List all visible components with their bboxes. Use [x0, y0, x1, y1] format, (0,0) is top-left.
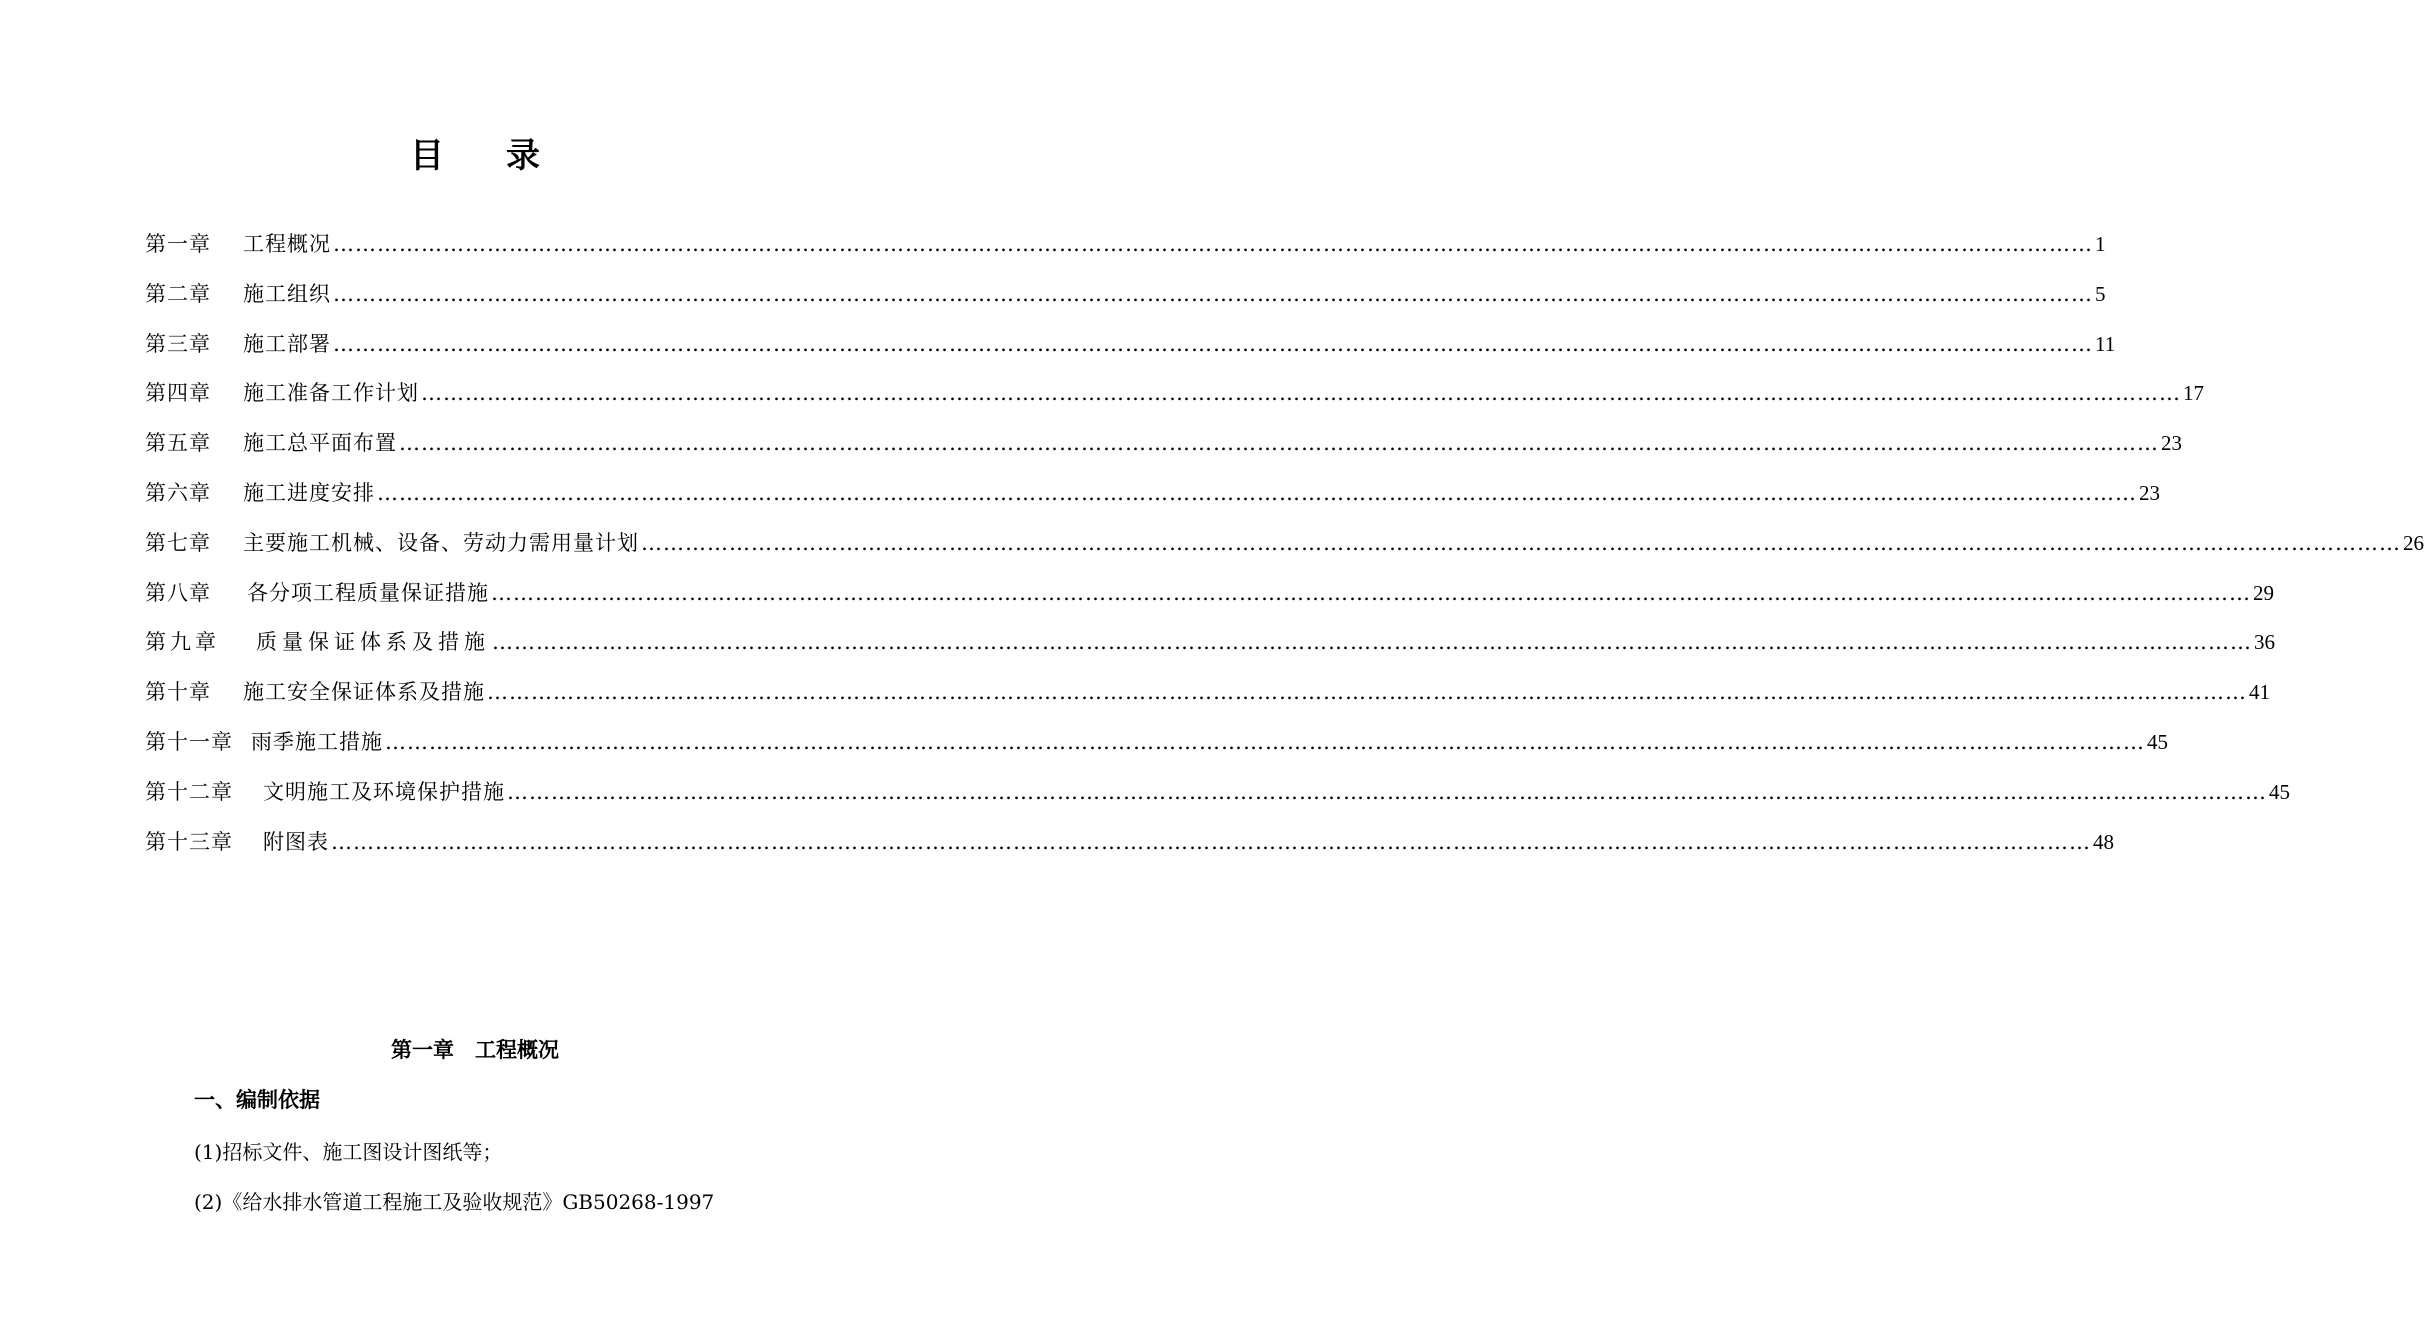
toc-entry-leader: …………………………………………………………………………………………………………………………………………………………………………………………………………………… [421, 381, 2181, 406]
toc-entry-chapter: 第十三章 [145, 829, 233, 854]
basis-item-2: (2)《给水排水管道工程施工及验收规范》GB50268-1997 [194, 1190, 715, 1214]
toc-entry-name: 文明施工及环境保护措施 [263, 779, 505, 804]
toc-entry[interactable] [145, 826, 2114, 876]
toc-entry[interactable] [145, 577, 2274, 627]
toc-entry-chapter: 第十一章 [145, 729, 233, 754]
toc-entry-name: 施工总平面布置 [243, 431, 397, 456]
section-heading: 一、编制依据 [194, 1088, 320, 1112]
toc-entry-leader: …………………………………………………………………………………………………………………………………………………………………………………………………………………… [399, 431, 2159, 456]
toc-entry-page: 45 [2147, 729, 2168, 754]
toc-entry-name: 施工进度安排 [243, 480, 375, 505]
toc-entry-page: 45 [2269, 779, 2290, 804]
toc-entry-leader: …………………………………………………………………………………………………………………………………………………………………………………………………………………… [333, 331, 2093, 356]
toc-entry-name: 施工准备工作计划 [243, 381, 419, 406]
toc-entry-name: 施工部署 [243, 331, 331, 356]
toc-entry-chapter: 第三章 [145, 331, 211, 356]
toc-entry[interactable] [145, 477, 2160, 527]
toc-entry-leader: …………………………………………………………………………………………………………………………………………………………………………………………………………………… [385, 729, 2145, 754]
toc-entry[interactable] [145, 427, 2182, 477]
toc-entry[interactable] [145, 527, 2424, 577]
toc-entry-page: 36 [2254, 630, 2275, 655]
toc-entry-page: 1 [2095, 232, 2106, 256]
toc-entry[interactable] [145, 776, 2290, 826]
toc-entry-page: 11 [2095, 331, 2116, 356]
toc-entry-chapter: 第七章 [145, 530, 211, 555]
toc-entry-chapter: 第六章 [145, 480, 211, 505]
toc-entry-chapter: 第四章 [145, 381, 211, 406]
basis-item-1: (1)招标文件、施工图设计图纸等； [194, 1140, 503, 1164]
toc-entry-page: 17 [2183, 381, 2204, 406]
toc-entry-page: 41 [2249, 680, 2270, 705]
toc-entry-name: 雨季施工措施 [251, 729, 383, 754]
toc-entry-page: 23 [2139, 480, 2160, 505]
toc-entry-page: 29 [2253, 580, 2274, 605]
toc-entry-chapter: 第八章 [145, 580, 211, 605]
toc-entry-name: 施工组织 [243, 281, 331, 306]
toc-entry[interactable] [145, 626, 2275, 676]
toc-entry[interactable] [145, 726, 2168, 776]
toc-entry-leader: …………………………………………………………………………………………………………………………………………………………………………………………………………………… [507, 779, 2267, 804]
toc-entry-leader: …………………………………………………………………………………………………………………………………………………………………………………………………………………… [487, 680, 2247, 705]
toc-entry-page: 48 [2093, 829, 2114, 854]
table-of-contents [145, 228, 2424, 875]
toc-entry-page: 23 [2161, 431, 2182, 456]
toc-entry-chapter: 第一章 [145, 232, 211, 256]
toc-entry-chapter: 第九章 [145, 630, 220, 655]
toc-entry-leader: …………………………………………………………………………………………………………………………………………………………………………………………………………………… [491, 580, 2251, 605]
toc-entry[interactable] [145, 228, 2106, 278]
toc-entry-leader: …………………………………………………………………………………………………………………………………………………………………………………………………………………… [333, 281, 2093, 306]
toc-entry-leader: …………………………………………………………………………………………………………………………………………………………………………………………………………………… [331, 829, 2091, 854]
toc-title: 目录 [410, 136, 602, 176]
toc-entry-chapter: 第十二章 [145, 779, 233, 804]
toc-entry-leader: …………………………………………………………………………………………………………………………………………………………………………………………………………………… [377, 480, 2137, 505]
toc-entry-leader: …………………………………………………………………………………………………………………………………………………………………………………………………………………… [641, 530, 2401, 555]
toc-entry-chapter: 第五章 [145, 431, 211, 456]
toc-entry[interactable] [145, 377, 2204, 427]
toc-entry-name: 质量保证体系及措施 [256, 630, 490, 655]
toc-entry[interactable] [145, 278, 2106, 328]
toc-entry[interactable] [145, 676, 2270, 726]
toc-entry-name: 工程概况 [243, 232, 331, 256]
toc-entry-page: 5 [2095, 281, 2106, 306]
toc-entry-page: 26 [2403, 530, 2424, 555]
toc-entry-leader: …………………………………………………………………………………………………………………………………………………………………………………………………………………… [333, 232, 2093, 256]
toc-entry-name: 各分项工程质量保证措施 [247, 580, 489, 605]
toc-entry-name: 主要施工机械、设备、劳动力需用量计划 [243, 530, 639, 555]
toc-entry-name: 施工安全保证体系及措施 [243, 680, 485, 705]
toc-entry-leader: …………………………………………………………………………………………………………………………………………………………………………………………………………………… [492, 630, 2252, 655]
toc-entry-chapter: 第十章 [145, 680, 211, 705]
chapter-heading: 第一章 工程概况 [391, 1038, 559, 1062]
toc-entry-chapter: 第二章 [145, 281, 211, 306]
toc-entry[interactable] [145, 328, 2116, 378]
toc-entry-name: 附图表 [263, 829, 329, 854]
